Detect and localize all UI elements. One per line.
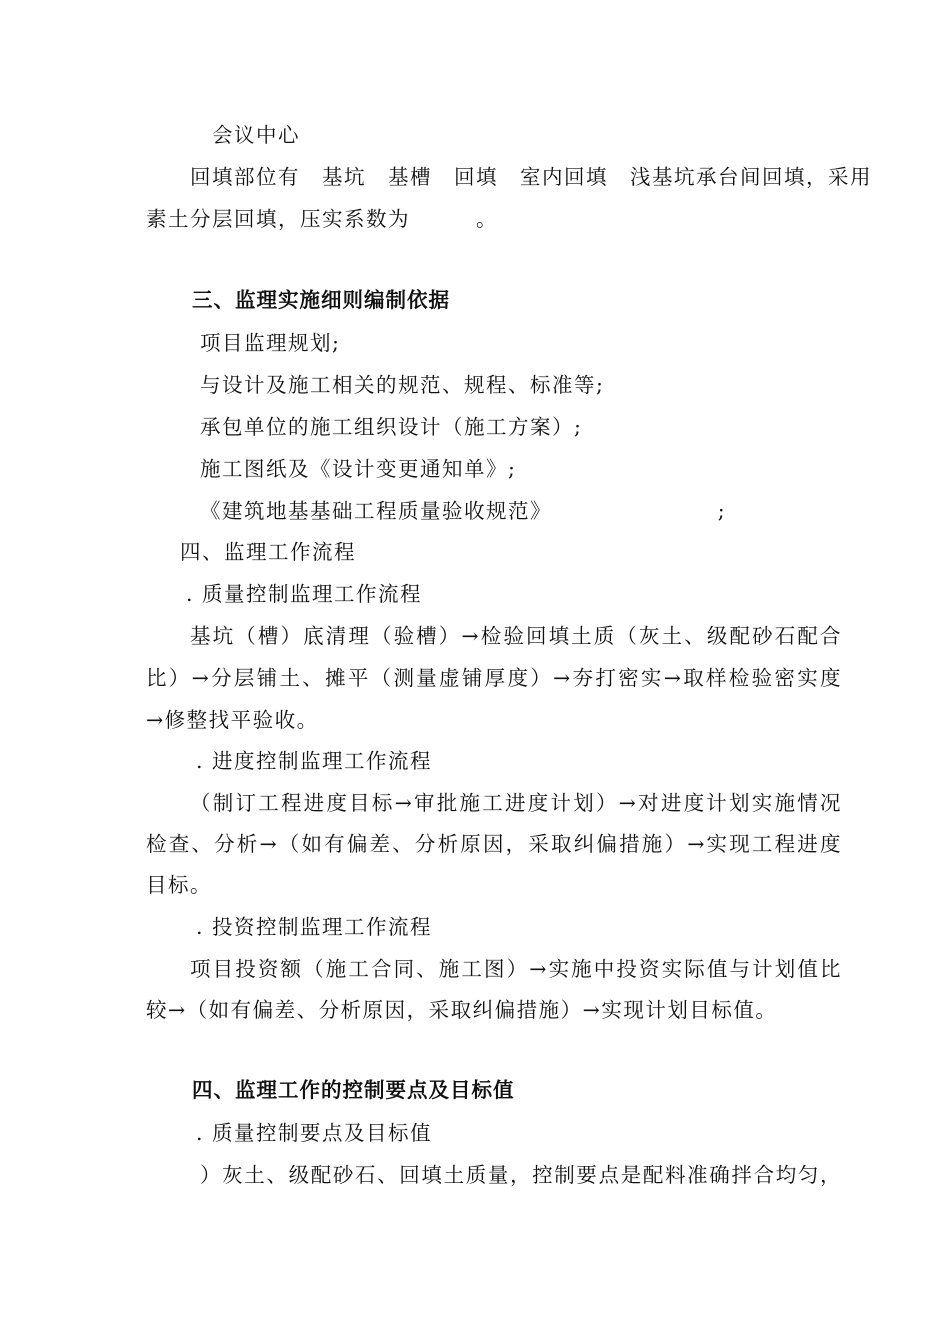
paragraph-line: 素土分层回填，压实系数为 。 [146, 207, 498, 231]
section-heading: 四、监理工作流程 [180, 540, 356, 564]
subsection-heading: . 进度控制监理工作流程 [196, 749, 433, 773]
text-line: 会议中心 [212, 123, 300, 147]
paragraph-line: 比）→分层铺土、摊平（测量虚铺厚度）→夯打密实→取样检验密实度 [146, 666, 842, 690]
paragraph-line: 基坑（槽）底清理（验槽）→检验回填土质（灰土、级配砂石配合 [190, 624, 842, 648]
section-heading: 四、监理工作的控制要点及目标值 [192, 1078, 515, 1102]
paragraph-line: 较→（如有偏差、分析原因，采取纠偏措施）→实现计划目标值。 [146, 998, 778, 1022]
paragraph-line: 检查、分析→（如有偏差、分析原因，采取纠偏措施）→实现工程进度 [146, 832, 842, 856]
paragraph-line: →修整找平验收。 [146, 708, 319, 732]
list-item: 与设计及施工相关的规范、规程、标准等; [200, 373, 605, 397]
section-heading: 三、监理实施细则编制依据 [192, 288, 450, 312]
paragraph-line: 回填部位有 基坑 基槽 回填 室内回填 浅基坑承台间回填，采用 [190, 165, 872, 189]
list-item: 施工图纸及《设计变更通知单》; [200, 457, 517, 481]
subsection-heading: . 投资控制监理工作流程 [196, 915, 433, 939]
list-item: 《建筑地基基础工程质量验收规范》 ; [200, 499, 727, 523]
list-item: 承包单位的施工组织设计（施工方案）; [200, 415, 583, 439]
paragraph-line: 项目投资额（施工合同、施工图）→实施中投资实际值与计划值比 [190, 957, 842, 981]
paragraph-line: （制订工程进度目标→审批施工进度计划）→对进度计划实施情况 [190, 791, 842, 815]
subsection-heading: . 质量控制监理工作流程 [186, 582, 423, 606]
paragraph-line: ）灰土、级配砂石、回填土质量，控制要点是配料准确拌合均匀， [200, 1163, 842, 1187]
list-item: 项目监理规划; [200, 331, 341, 355]
subsection-heading: . 质量控制要点及目标值 [196, 1121, 433, 1145]
paragraph-line: 目标。 [146, 873, 212, 897]
